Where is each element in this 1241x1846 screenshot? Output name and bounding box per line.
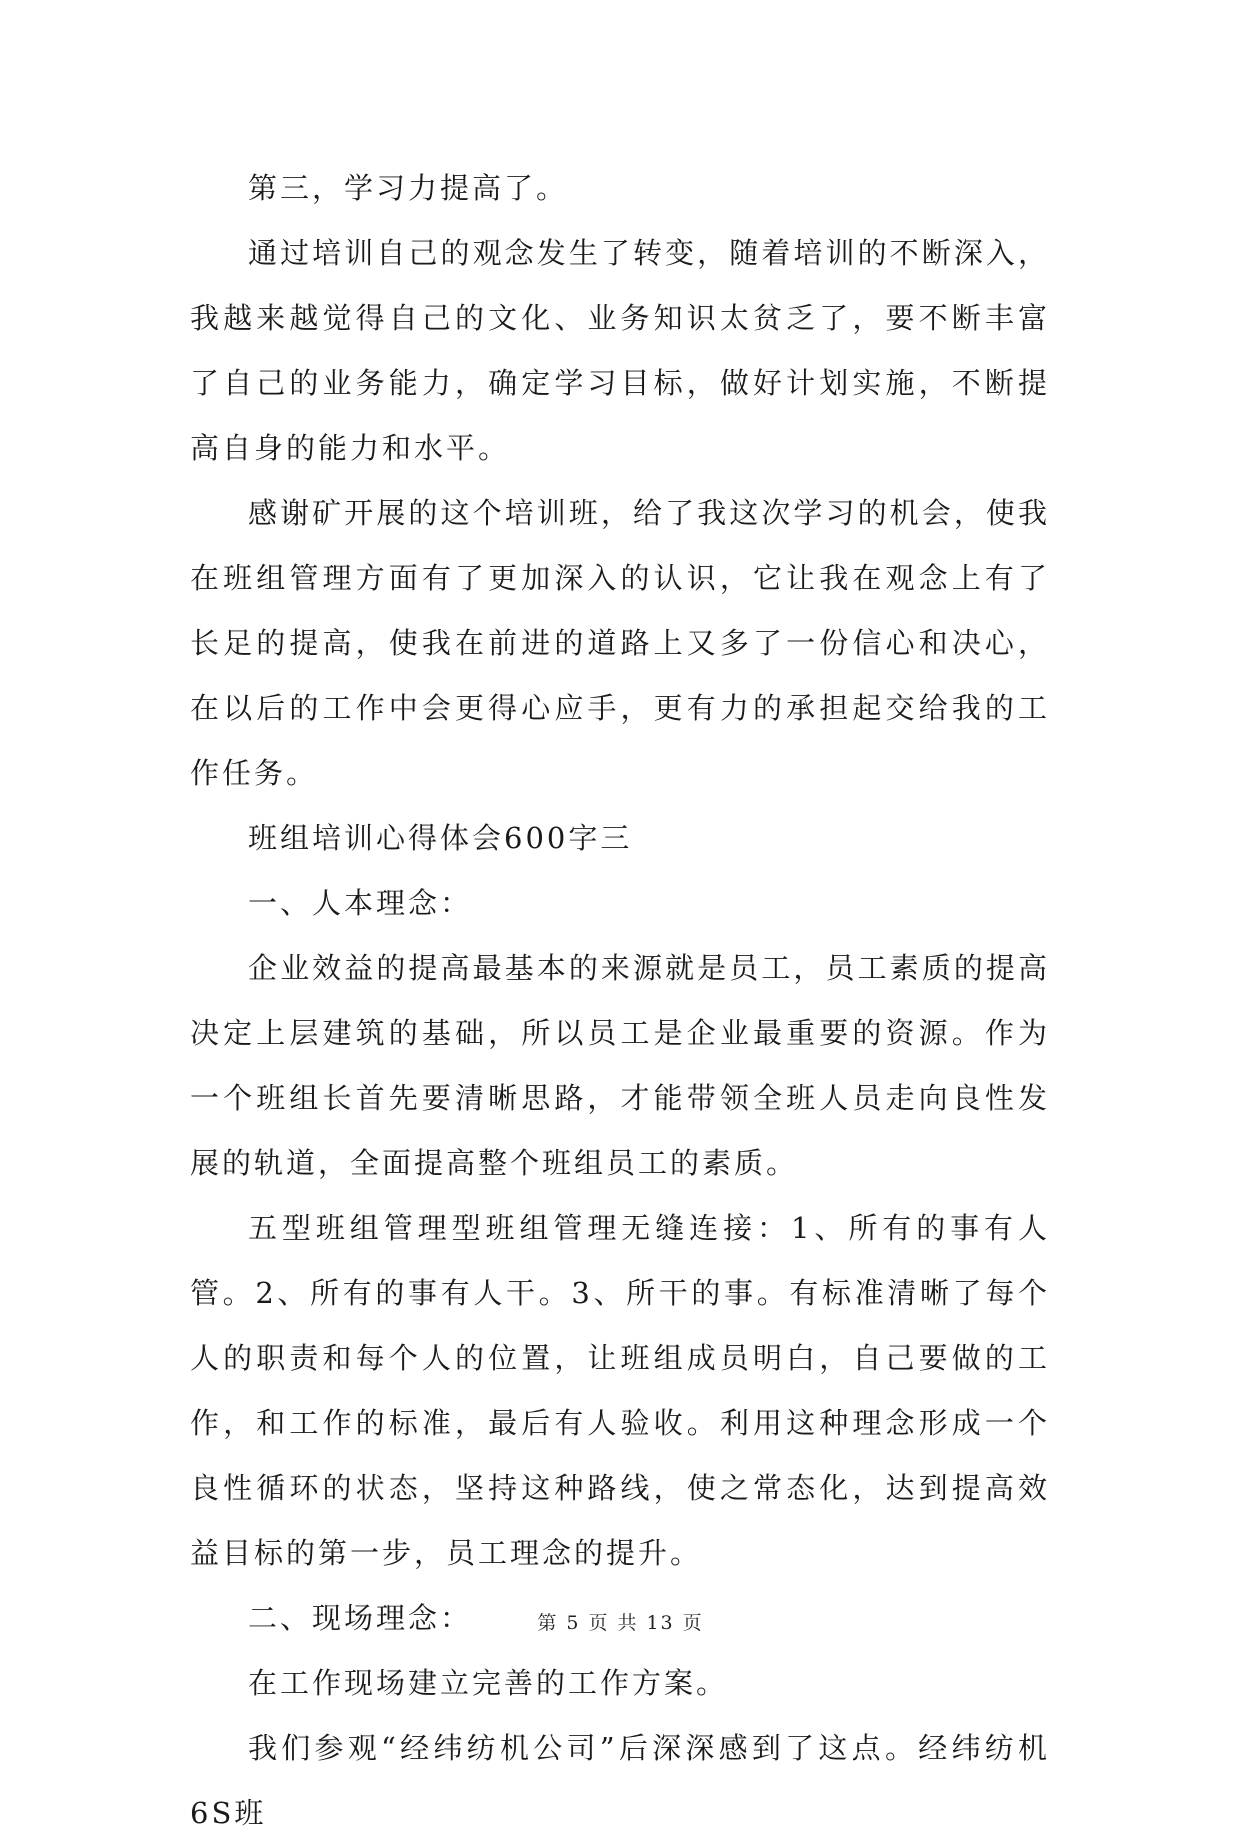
section-title: 班组培训心得体会600字三 <box>248 821 633 855</box>
footer-total-label: 共 <box>617 1612 639 1634</box>
subsection-heading: 二、现场理念： <box>248 1601 473 1635</box>
paragraph-heading-learning: 第三，学习力提高了。 <box>248 171 569 205</box>
paragraph: 企业效益的提高最基本的来源就是员工，员工素质的提高决定上层建筑的基础，所以员工是企业最重要的资源。作为一个班组长首先要清晰思路，才能带领全班人员走向良性发展的轨道，全面提高整个班组员工的素质。 <box>190 951 1050 1180</box>
footer-prefix: 第 <box>537 1612 559 1634</box>
document-body <box>190 156 1050 1846</box>
footer-suffix: 页 <box>682 1612 704 1634</box>
paragraph: 通过培训自己的观念发生了转变，随着培训的不断深入，我越来越觉得自己的文化、业务知识太贫乏了，要不断丰富了自己的业务能力，确定学习目标，做好计划实施，不断提高自身的能力和水平。 <box>190 236 1050 465</box>
paragraph: 在工作现场建立完善的工作方案。 <box>248 1666 729 1700</box>
footer-current-page: 5 <box>566 1612 581 1634</box>
footer-total-pages: 13 <box>646 1612 675 1634</box>
paragraph: 感谢矿开展的这个培训班，给了我这次学习的机会，使我在班组管理方面有了更加深入的认识，它让我在观念上有了长足的提高，使我在前进的道路上又多了一份信心和决心，在以后的工作中会更得心应手，更有力的承担起交给我的工作任务。 <box>190 496 1050 790</box>
paragraph: 我们参观“经纬纺机公司”后深深感到了这点。经纬纺机6S班 <box>190 1731 1050 1830</box>
page-footer <box>0 1608 1241 1635</box>
paragraph: 五型班组管理型班组管理无缝连接：1、所有的事有人管。2、所有的事有人干。3、所干的事。有标准清晰了每个人的职责和每个人的位置，让班组成员明白，自己要做的工作，和工作的标准，最后有人验收。利用这种理念形成一个良性循环的状态，坚持这种路线，使之常态化，达到提高效益目标的第一步，员工理念的提升。 <box>190 1211 1050 1570</box>
footer-page-unit: 页 <box>588 1612 610 1634</box>
subsection-heading: 一、人本理念： <box>248 886 473 920</box>
